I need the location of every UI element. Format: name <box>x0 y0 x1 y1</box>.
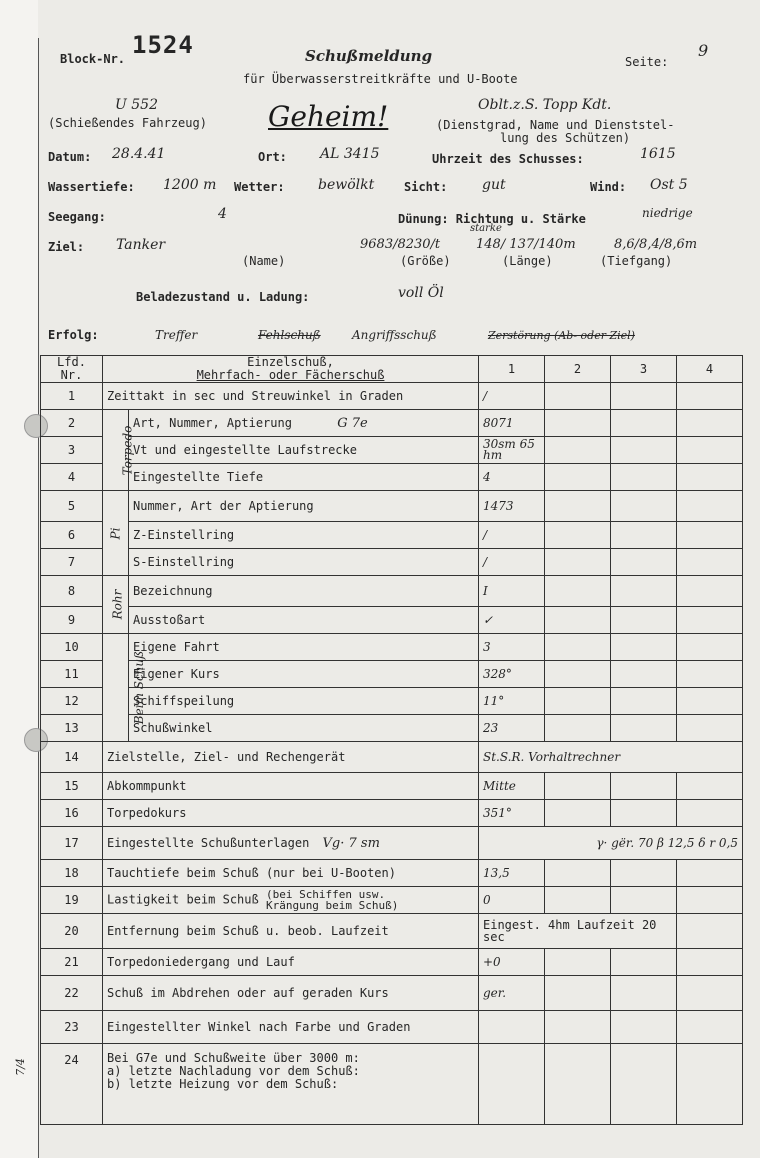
target-value: Tanker <box>116 237 166 253</box>
table-row: 6 Z-Einstellring / <box>41 522 743 549</box>
header-lfd: Lfd. Nr. <box>41 356 103 383</box>
table-row: 10 Beim Schuß Eigene Fahrt 3 <box>41 634 743 661</box>
table-row: 3 Vt und eingestellte Laufstrecke 30sm 65 hm <box>41 437 743 464</box>
table-row: 21 Torpedoniedergang und Lauf +0 <box>41 949 743 976</box>
visibility-value: gut <box>482 177 506 193</box>
group-pi: Pi <box>103 491 129 576</box>
result-struck-2: Zerstörung (Ab- oder Ziel) <box>488 329 635 342</box>
header-shot-type: Einzelschuß, Mehrfach- oder Fächerschuß <box>103 356 479 383</box>
time-value: 1615 <box>640 146 676 162</box>
form-title: Schußmeldung <box>305 47 433 65</box>
secret-stamp: Geheim! <box>268 100 389 133</box>
date-value: 28.4.41 <box>112 146 166 162</box>
table-row: 14 Zielstelle, Ziel- und Rechengerät St.S.R. Vorhaltrechner <box>41 742 743 773</box>
report-table <box>40 355 743 1125</box>
swell-label: Dünung: Richtung u. Stärke <box>398 212 586 226</box>
draft-caption: (Tiefgang) <box>600 254 673 268</box>
wind-label: Wind: <box>590 180 627 194</box>
place-label: Ort: <box>258 150 287 164</box>
shooter-label-1: (Dienstgrad, Name und Dienststel- <box>436 118 675 132</box>
table-row: 19 Lastigkeit beim Schuß (bei Schiffen usw. Krängung beim Schuß) 0 <box>41 887 743 914</box>
target-draft: 8,6/8,4/8,6m <box>614 237 698 252</box>
visibility-label: Sicht: <box>404 180 448 194</box>
size-caption: (Größe) <box>400 254 451 268</box>
block-label: Block-Nr. <box>60 52 126 66</box>
block-number: 1524 <box>132 31 194 59</box>
header-col-2: 2 <box>545 356 611 383</box>
table-row: 5 Pi Nummer, Art der Aptierung 1473 <box>41 491 743 522</box>
header-col-4: 4 <box>677 356 743 383</box>
vessel-value: U 552 <box>115 97 158 113</box>
table-row: 18 Tauchtiefe beim Schuß (nur bei U-Booten) 13,5 <box>41 860 743 887</box>
form-subtitle: für Überwasserstreitkräfte und U-Boote <box>243 72 518 86</box>
page-label: Seite: <box>625 55 669 69</box>
header-col-3: 3 <box>611 356 677 383</box>
sea-value: 4 <box>218 206 227 222</box>
vessel-label: (Schießendes Fahrzeug) <box>48 116 207 130</box>
wind-value: Ost 5 <box>650 177 688 193</box>
date-label: Datum: <box>48 150 92 164</box>
table-row: 12 Schiffspeilung 11° <box>41 688 743 715</box>
attack-label: Angriffsschuß <box>352 328 437 342</box>
depth-value: 1200 m <box>163 177 217 193</box>
depth-label: Wassertiefe: <box>48 180 135 194</box>
target-label: Ziel: <box>48 240 85 254</box>
load-value: voll Öl <box>398 285 444 301</box>
table-row: 4 Eingestellte Tiefe 4 <box>41 464 743 491</box>
table-row: 13 Schußwinkel 23 <box>41 715 743 742</box>
swell-note: starke <box>470 223 502 234</box>
margin-note: 7/4 <box>13 1058 27 1076</box>
result-label: Erfolg: <box>48 328 99 342</box>
group-torpedo: Torpedo <box>103 410 129 491</box>
sea-label: Seegang: <box>48 210 106 224</box>
target-size: 9683/8230/t <box>360 237 441 252</box>
place-value: AL 3415 <box>320 146 380 162</box>
length-caption: (Länge) <box>502 254 553 268</box>
weather-label: Wetter: <box>234 180 285 194</box>
header-col-1: 1 <box>479 356 545 383</box>
load-label: Beladezustand u. Ladung: <box>136 290 310 304</box>
group-beim-schuss: Beim Schuß <box>103 634 129 742</box>
table-row: 2 Torpedo Art, Nummer, Aptierung G 7e 8071 <box>41 410 743 437</box>
result-struck: Fehlschuß <box>258 328 321 342</box>
time-label: Uhrzeit des Schusses: <box>432 152 584 166</box>
table-row: 9 Ausstoßart ✓ <box>41 607 743 634</box>
table-row: 20 Entfernung beim Schuß u. beob. Laufzeit Eingest. 4hm Laufzeit 20 sec <box>41 914 743 949</box>
table-row: 8 Rohr Bezeichnung I <box>41 576 743 607</box>
table-row: 7 S-Einstellring / <box>41 549 743 576</box>
table-row: 16 Torpedokurs 351° <box>41 800 743 827</box>
weather-value: bewölkt <box>318 177 375 193</box>
shooter-value: Oblt.z.S. Topp Kdt. <box>478 97 612 113</box>
table-row: 17 Eingestellte Schußunterlagen Vg· 7 sm γ· gër. 70 β 12,5 δ r 0,5 <box>41 827 743 860</box>
name-caption: (Name) <box>242 254 286 268</box>
page-edge <box>0 0 38 1158</box>
table-row: 11 Eigener Kurs 328° <box>41 661 743 688</box>
target-length: 148/ 137/140m <box>476 237 576 252</box>
table-row: 24 Bei G7e und Schußweite über 3000 m: a) letzte Nachladung vor dem Schuß: b) letzte Heizung vor dem Schuß: <box>41 1044 743 1125</box>
result-value: Treffer <box>155 328 198 342</box>
table-row: 1 Zeittakt in sec und Streuwinkel in Graden / <box>41 383 743 410</box>
shooter-label-2: lung des Schützen) <box>500 131 631 145</box>
group-rohr: Rohr <box>103 576 129 634</box>
table-row: 23 Eingestellter Winkel nach Farbe und Graden <box>41 1011 743 1044</box>
page-number: 9 <box>698 41 709 60</box>
table-row: 15 Abkommpunkt Mitte <box>41 773 743 800</box>
swell-value: niedrige <box>642 206 693 220</box>
table-row: 22 Schuß im Abdrehen oder auf geraden Kurs ger. <box>41 976 743 1011</box>
